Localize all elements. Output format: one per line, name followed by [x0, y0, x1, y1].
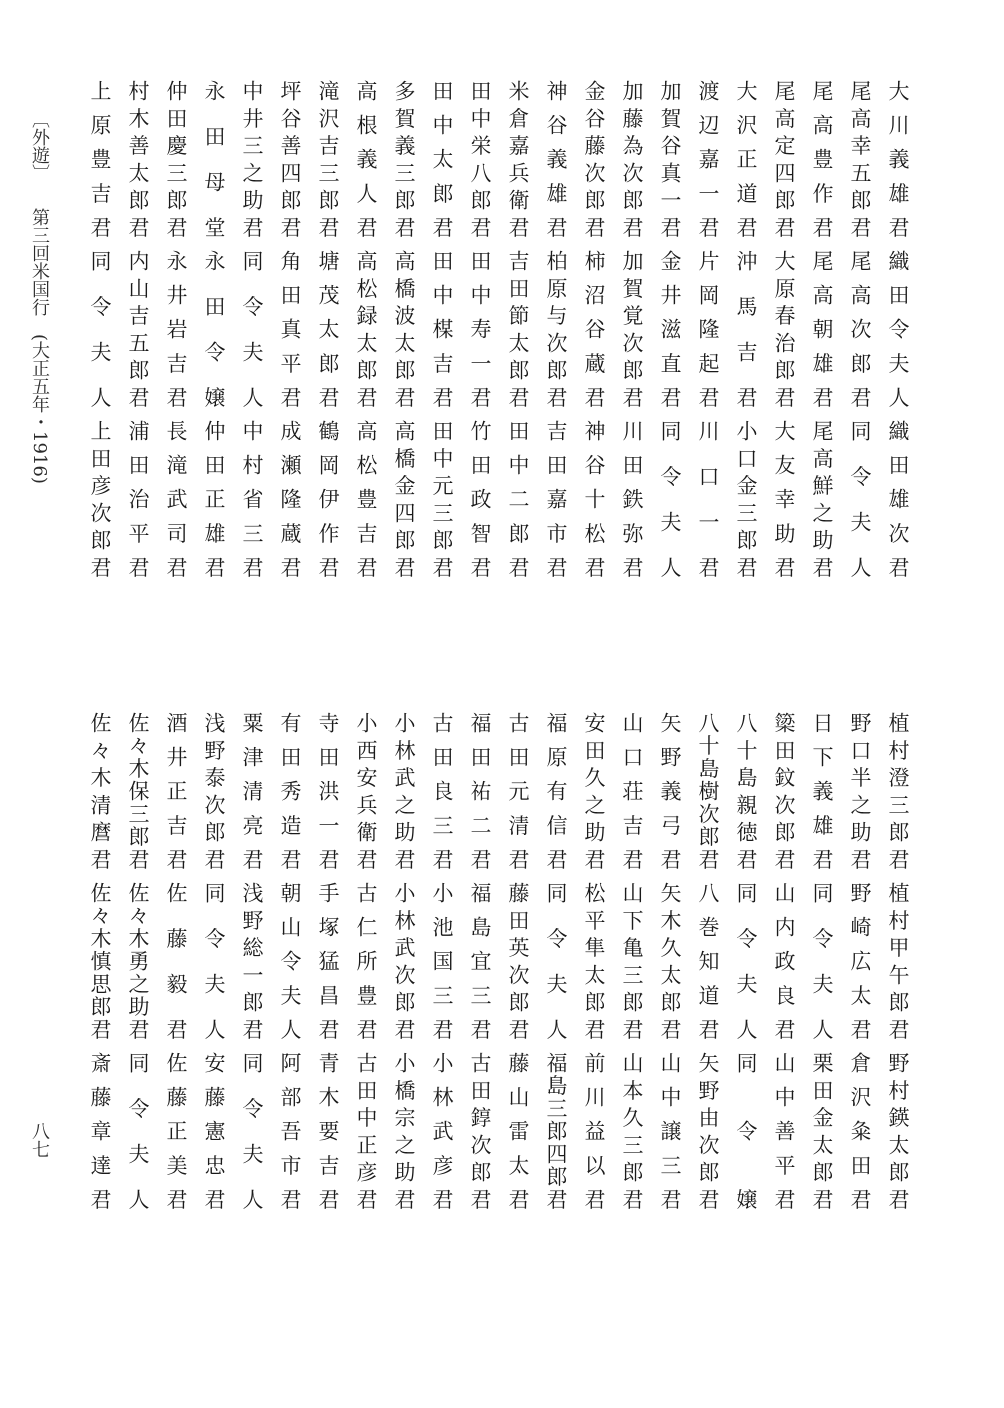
name-entry: 植村澄三郎君 [886, 712, 910, 870]
name-column [832, 80, 870, 578]
name-entry: 福原有信君 [544, 712, 568, 870]
name-column [566, 712, 604, 1210]
name-entry: 中村省三君 [240, 420, 264, 578]
name-entry: 手塚猛昌君 [316, 882, 340, 1040]
name-column [414, 712, 452, 1210]
name-entry: 永田母堂 [202, 80, 226, 238]
name-column [186, 80, 224, 578]
name-entry: 野口半之助君 [848, 712, 872, 870]
name-entry: 佐々木慎思郎君 [88, 882, 112, 1040]
name-entry: 村木善太郎君 [126, 80, 150, 238]
name-entry: 同令夫人 [88, 250, 112, 408]
name-column [718, 80, 756, 578]
name-entry: 山中譲三君 [658, 1052, 682, 1210]
name-column [224, 80, 262, 578]
name-entry: 野崎広太君 [848, 882, 872, 1040]
running-header [30, 110, 48, 484]
name-entry: 同令夫人 [240, 1052, 264, 1210]
name-column [148, 712, 186, 1210]
name-column [72, 80, 110, 578]
name-entry: 滝沢吉三郎君 [316, 80, 340, 238]
name-entry: 佐々木勇之助君 [126, 882, 150, 1040]
name-entry: 浦田治平君 [126, 420, 150, 578]
name-entry: 織田令夫人 [886, 250, 910, 408]
name-entry: 小林武彦君 [430, 1052, 454, 1210]
name-entry: 矢野由次郎君 [696, 1052, 720, 1210]
name-entry: 倉沢粂田君 [848, 1052, 872, 1210]
name-entry: 同令夫人 [126, 1052, 150, 1210]
name-entry: 佐藤正美君 [164, 1052, 188, 1210]
name-column [452, 80, 490, 578]
name-entry: 八十島樹次郎君 [696, 712, 720, 870]
name-entry: 浅野総一郎君 [240, 882, 264, 1040]
name-column [680, 80, 718, 578]
name-entry: 柿沼谷蔵君 [582, 250, 606, 408]
name-entry: 金井滋直君 [658, 250, 682, 408]
name-entry: 八十島親徳君 [734, 712, 758, 870]
name-entry: 田中楳吉君 [430, 250, 454, 408]
name-entry: 鶴岡伊作君 [316, 420, 340, 578]
name-entry: 小林武之助君 [392, 712, 416, 870]
chapter-title: 第三回米国行 (大正五年・1916) [29, 208, 50, 484]
name-entry: 古田錞次郎君 [468, 1052, 492, 1210]
name-column [110, 712, 148, 1210]
section-label: 〔外遊〕 [29, 110, 50, 182]
name-column [376, 80, 414, 578]
name-entry: 前川益以君 [582, 1052, 606, 1210]
name-column [376, 712, 414, 1210]
name-column [870, 80, 908, 578]
name-entry: 高松豊吉君 [354, 420, 378, 578]
name-entry: 尾高幸五郎君 [848, 80, 872, 238]
name-column [262, 80, 300, 578]
name-entry: 斎藤章達君 [88, 1052, 112, 1210]
name-entry: 神谷義雄君 [544, 80, 568, 238]
name-entry: 永井岩吉君 [164, 250, 188, 408]
name-entry: 大原春治郎君 [772, 250, 796, 408]
name-entry: 有田秀造君 [278, 712, 302, 870]
name-entry: 加賀覚次郎君 [620, 250, 644, 408]
name-column [414, 80, 452, 578]
name-entry: 川口一君 [696, 420, 720, 578]
name-entry: 八巻知道君 [696, 882, 720, 1040]
name-column [794, 80, 832, 578]
name-entry: 山口荘吉君 [620, 712, 644, 870]
name-entry: 浅野泰次郎君 [202, 712, 226, 870]
name-entry: 高松録太郎君 [354, 250, 378, 408]
name-list-bottom [72, 712, 908, 1210]
name-entry: 角田真平君 [278, 250, 302, 408]
name-column [528, 712, 566, 1210]
name-entry: 小西安兵衛君 [354, 712, 378, 870]
name-entry: 青木要吉君 [316, 1052, 340, 1210]
name-entry: 同令夫人 [848, 420, 872, 578]
name-entry: 金谷藤次郎君 [582, 80, 606, 238]
name-column [832, 712, 870, 1210]
name-entry: 内山吉五郎君 [126, 250, 150, 408]
name-column [528, 80, 566, 578]
name-entry: 竹田政智君 [468, 420, 492, 578]
name-column [300, 80, 338, 578]
name-entry: 加賀谷真一君 [658, 80, 682, 238]
name-entry: 渡辺嘉一君 [696, 80, 720, 238]
page-number: 八七 [29, 1122, 50, 1158]
name-column [794, 712, 832, 1210]
name-entry: 神谷十松君 [582, 420, 606, 578]
name-entry: 坪谷善四郎君 [278, 80, 302, 238]
name-entry: 小池国三君 [430, 882, 454, 1040]
name-column [566, 80, 604, 578]
name-entry: 阿部吾市君 [278, 1052, 302, 1210]
name-entry: 簗田鈫次郎君 [772, 712, 796, 870]
name-entry: 田中栄八郎君 [468, 80, 492, 238]
name-entry: 高橋波太郎君 [392, 250, 416, 408]
name-entry: 日下義雄君 [810, 712, 834, 870]
name-entry: 小橋宗之助君 [392, 1052, 416, 1210]
name-entry: 佐々木保三郎君 [126, 712, 150, 870]
name-entry: 田中二郎君 [506, 420, 530, 578]
name-column [756, 80, 794, 578]
name-entry: 寺田洪一君 [316, 712, 340, 870]
name-column [642, 80, 680, 578]
name-entry: 沖馬吉君 [734, 250, 758, 408]
name-list-top [72, 80, 908, 578]
name-entry: 福島宜三君 [468, 882, 492, 1040]
name-entry: 山下亀三郎君 [620, 882, 644, 1040]
name-column [72, 712, 110, 1210]
name-column [300, 712, 338, 1210]
name-column [262, 712, 300, 1210]
name-entry: 同令夫人 [202, 882, 226, 1040]
name-entry: 米倉嘉兵衛君 [506, 80, 530, 238]
name-entry: 川田鉄弥君 [620, 420, 644, 578]
name-entry: 矢野義弓君 [658, 712, 682, 870]
name-entry: 大友幸助君 [772, 420, 796, 578]
name-entry: 田中元三郎君 [430, 420, 454, 578]
name-entry: 藤山雷太君 [506, 1052, 530, 1210]
name-entry: 福島三郎四郎君 [544, 1052, 568, 1210]
name-entry: 小口金三郎君 [734, 420, 758, 578]
name-entry: 安藤憲忠君 [202, 1052, 226, 1210]
name-column [490, 80, 528, 578]
name-entry: 大川義雄君 [886, 80, 910, 238]
name-column [224, 712, 262, 1210]
name-entry: 尾高朝雄君 [810, 250, 834, 408]
name-entry: 加藤為次郎君 [620, 80, 644, 238]
name-entry: 同令嬢 [734, 1052, 758, 1210]
name-entry: 酒井正吉君 [164, 712, 188, 870]
name-entry: 同令夫人 [240, 250, 264, 408]
name-entry: 織田雄次君 [886, 420, 910, 578]
name-entry: 高根義人君 [354, 80, 378, 238]
name-column [338, 80, 376, 578]
name-entry: 仲田正雄君 [202, 420, 226, 578]
name-entry: 同令夫人 [658, 420, 682, 578]
name-entry: 田中寿一君 [468, 250, 492, 408]
name-entry: 同令夫人 [544, 882, 568, 1040]
name-entry: 同令夫人 [734, 882, 758, 1040]
name-column [452, 712, 490, 1210]
name-entry: 尾高定四郎君 [772, 80, 796, 238]
name-entry: 福田祐二君 [468, 712, 492, 870]
name-entry: 片岡隆起君 [696, 250, 720, 408]
name-column [186, 712, 224, 1210]
name-column [870, 712, 908, 1210]
name-entry: 吉田節太郎君 [506, 250, 530, 408]
name-column [756, 712, 794, 1210]
name-entry: 古田良三君 [430, 712, 454, 870]
name-column [338, 712, 376, 1210]
name-column [148, 80, 186, 578]
name-entry: 塘茂太郎君 [316, 250, 340, 408]
name-column [604, 712, 642, 1210]
name-entry: 仲田慶三郎君 [164, 80, 188, 238]
name-entry: 矢木久太郎君 [658, 882, 682, 1040]
name-entry: 田中太郎君 [430, 80, 454, 238]
name-entry: 山中善平君 [772, 1052, 796, 1210]
name-column [680, 712, 718, 1210]
name-entry: 古田元清君 [506, 712, 530, 870]
name-entry: 小林武次郎君 [392, 882, 416, 1040]
name-entry: 佐々木清麿君 [88, 712, 112, 870]
name-entry: 尾高豊作君 [810, 80, 834, 238]
name-entry: 同令夫人 [810, 882, 834, 1040]
name-column [604, 80, 642, 578]
name-entry: 粟津清亮君 [240, 712, 264, 870]
name-entry: 藤田英次郎君 [506, 882, 530, 1040]
name-entry: 野村鍈太郎君 [886, 1052, 910, 1210]
name-entry: 多賀義三郎君 [392, 80, 416, 238]
name-entry: 山本久三郎君 [620, 1052, 644, 1210]
name-entry: 尾高次郎君 [848, 250, 872, 408]
name-entry: 成瀬隆蔵君 [278, 420, 302, 578]
name-entry: 植村甲午郎君 [886, 882, 910, 1040]
name-column [642, 712, 680, 1210]
name-entry: 古仁所豊君 [354, 882, 378, 1040]
name-entry: 栗田金太郎君 [810, 1052, 834, 1210]
name-column [718, 712, 756, 1210]
name-entry: 長滝武司君 [164, 420, 188, 578]
name-entry: 高橋金四郎君 [392, 420, 416, 578]
name-entry: 吉田嘉市君 [544, 420, 568, 578]
name-entry: 山内政良君 [772, 882, 796, 1040]
name-entry: 上田彦次郎君 [88, 420, 112, 578]
name-column [110, 80, 148, 578]
name-entry: 大沢正道君 [734, 80, 758, 238]
name-entry: 永田令嬢 [202, 250, 226, 408]
name-column [490, 712, 528, 1210]
name-entry: 上原豊吉君 [88, 80, 112, 238]
name-entry: 柏原与次郎君 [544, 250, 568, 408]
name-entry: 朝山令夫人 [278, 882, 302, 1040]
name-entry: 佐藤毅君 [164, 882, 188, 1040]
name-entry: 松平隼太郎君 [582, 882, 606, 1040]
name-entry: 安田久之助君 [582, 712, 606, 870]
name-entry: 古田中正彦君 [354, 1052, 378, 1210]
name-entry: 尾高鮮之助君 [810, 420, 834, 578]
name-entry: 中井三之助君 [240, 80, 264, 238]
